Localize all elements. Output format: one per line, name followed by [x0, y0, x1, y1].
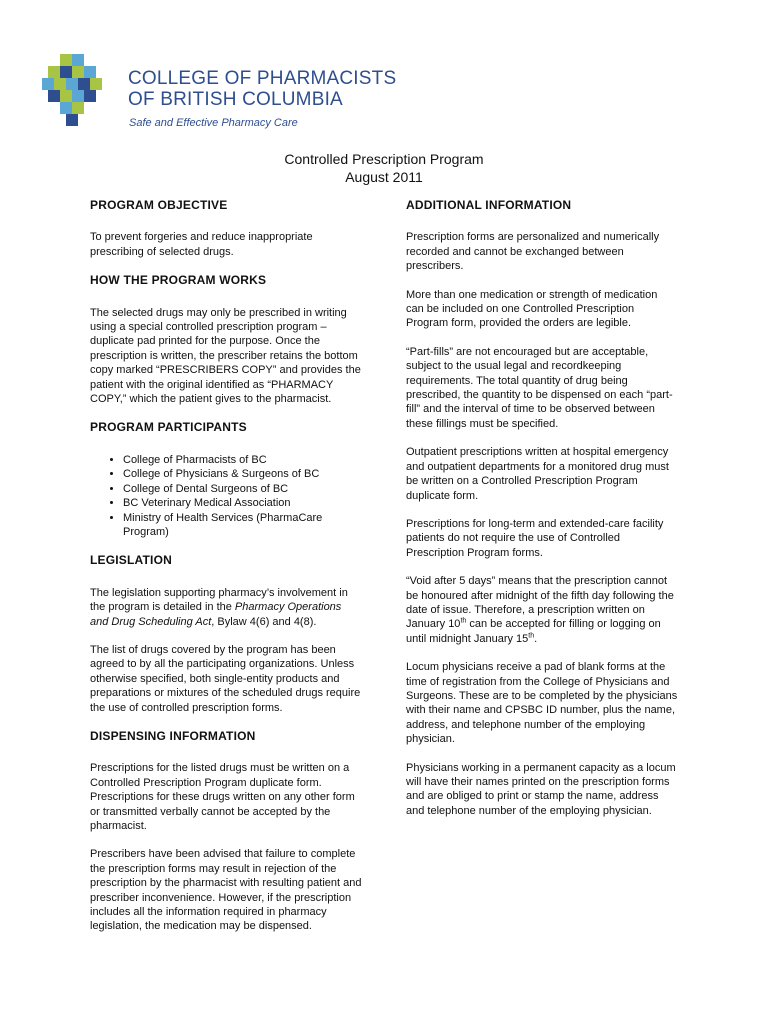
participant-item: • Ministry of Health Services (PharmaCare Program): [123, 511, 362, 540]
program-objective-heading: PROGRAM OBJECTIVE: [90, 198, 228, 212]
left-column: [90, 198, 362, 948]
additional-paragraph-5: Prescriptions for long-term and extended-care facility patients do not require the use of Controlled Prescription Program forms.: [406, 517, 664, 559]
participants-list: [90, 453, 362, 539]
ordinal-suffix: th: [528, 632, 535, 640]
legislation-paragraph-2: The list of drugs covered by the program has been agreed to by all the participating organizations. Unless otherwise specified, both single-entity products and preparations or mixtures of the scheduled drugs require the use of controlled prescription forms.: [90, 643, 361, 714]
additional-paragraph-2: More than one medication or strength of medication can be included on one Controlled Prescription Program form, provided the orders are legible.: [406, 288, 658, 330]
dispensing-heading: DISPENSING INFORMATION: [90, 728, 256, 743]
how-it-works-text: The selected drugs may only be prescribed in writing using a special controlled prescription program – duplicate pad printed for the purpose. Once the prescription is written, the prescriber retains the bottom copy marked “PRESCRIBERS COPY” and provides the patient with the original identified as “PHARMACY COPY,” which the patient gives to the pharmacist.: [90, 306, 361, 406]
legislation-paragraph-1: [90, 586, 362, 629]
right-column: [406, 198, 678, 832]
program-objective-text: To prevent forgeries and reduce inappropriate prescribing of selected drugs.: [90, 231, 313, 258]
void-text-c: .: [534, 632, 538, 645]
additional-paragraph-4: Outpatient prescriptions written at hospital emergency and outpatient departments for a monitored drug must be written on a Controlled Prescription Program duplicate form.: [406, 446, 669, 502]
dispensing-paragraph-2: Prescribers have been advised that failure to complete the prescription forms may result in rejection of the prescription by the pharmacist with resulting patient and prescriber inconvenience. However, if the prescription includes all the information required in pharmacy legislation, the medication may be dispensed.: [90, 848, 362, 933]
additional-info-heading: ADDITIONAL INFORMATION: [406, 198, 572, 212]
checkerboard-logo-icon: [42, 54, 114, 126]
void-text-a: “Void after 5 days” means that the prescription cannot be honoured after midnight of the fifth day following the date of issue. Therefore, a prescription written on January 10: [406, 575, 674, 631]
participant-item: • College of Pharmacists of BC: [123, 453, 362, 467]
participant-item: • College of Physicians & Surgeons of BC: [123, 467, 362, 481]
participants-heading: PROGRAM PARTICIPANTS: [90, 420, 247, 435]
bylaw-reference: , Bylaw 4(6) and 4(8).: [211, 615, 317, 628]
how-it-works-heading: HOW THE PROGRAM WORKS: [90, 273, 267, 288]
additional-paragraph-3: “Part-fills” are not encouraged but are acceptable, subject to the usual legal and recordkeeping requirements. The total quantity of drug being prescribed, the quantity to be dispensed on each “part-fill” and the interval of time to be observed between these fillings must be specified.: [406, 345, 673, 430]
college-logo: [42, 54, 402, 134]
dispensing-paragraph-1: Prescriptions for the listed drugs must be written on a Controlled Prescription Program duplicate form. Prescriptions for these drugs written on any other form or transmitted verbally cannot be accepted by the pharmacist.: [90, 762, 355, 832]
act-name: Pharmacy Operations and Drug Scheduling Act: [90, 601, 342, 628]
document-date: August 2011: [345, 169, 423, 185]
org-tagline: Safe and Effective Pharmacy Care: [129, 117, 298, 129]
additional-paragraph-8: Physicians working in a permanent capacity as a locum will have their names printed on the prescription forms and are obliged to print or stamp the name, address and telephone number of the employing physician.: [406, 761, 676, 817]
org-name-line2: OF BRITISH COLUMBIA: [128, 89, 343, 110]
participant-item: • College of Dental Surgeons of BC: [123, 482, 362, 496]
legislation-heading: LEGISLATION: [90, 553, 172, 568]
additional-paragraph-6: [406, 574, 678, 646]
ordinal-suffix: th: [460, 617, 467, 625]
additional-paragraph-1: Prescription forms are personalized and numerically recorded and cannot be exchanged between prescribers.: [406, 231, 660, 273]
void-text-b: can be accepted for filling or logging on until midnight January 15: [406, 618, 661, 645]
document-title: Controlled Prescription Program: [284, 151, 484, 167]
org-name: [128, 68, 396, 110]
document-title-block: [0, 150, 768, 186]
additional-paragraph-7: Locum physicians receive a pad of blank forms at the time of registration from the College of Physicians and Surgeons. These are to be completed by the physicians with their name and CPSBC ID number, plus the name, address, and telephone number of the employing physician.: [406, 661, 678, 746]
legislation-text: The legislation supporting pharmacy’s involvement in the program is detailed in the: [90, 586, 348, 614]
participant-item: • BC Veterinary Medical Association: [123, 496, 362, 510]
org-name-line1: COLLEGE OF PHARMACISTS: [128, 68, 397, 89]
